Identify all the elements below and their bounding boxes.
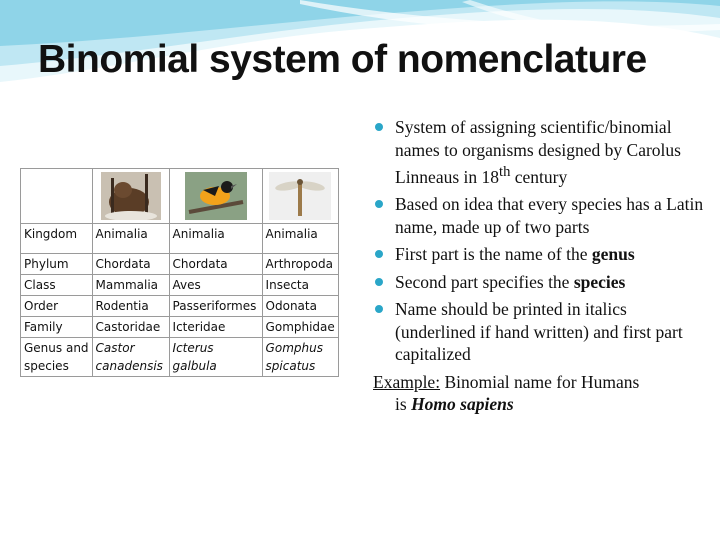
oriole-image — [185, 172, 247, 220]
rank-label — [21, 338, 93, 377]
rank-label: Class — [21, 275, 93, 296]
table-row — [21, 338, 339, 377]
table-row — [21, 296, 339, 317]
bullet-text: Name should be printed in italics (underlined if hand written) and first part capitalized — [395, 299, 683, 365]
bullet-text: First part is the name of the — [395, 244, 592, 265]
bullet-dot-icon — [375, 200, 383, 208]
table-cell: Rodentia — [92, 296, 169, 317]
classification-table — [20, 168, 339, 377]
list-item — [373, 298, 708, 366]
rank-label-line2: species — [24, 359, 69, 373]
list-item — [373, 193, 708, 238]
table-cell: Animalia — [92, 224, 169, 254]
beaver-image-cell — [92, 169, 169, 224]
superscript: th — [499, 164, 511, 180]
rank-label: Order — [21, 296, 93, 317]
species-name: spicatus — [265, 359, 316, 373]
list-item — [373, 116, 708, 188]
example-label: Example: — [373, 371, 441, 392]
rank-label: Phylum — [21, 254, 93, 275]
example-binomial-name: Homo sapiens — [411, 394, 514, 415]
bold-term: genus — [591, 244, 635, 265]
rank-label-line1: Genus and — [24, 341, 89, 355]
bullet-text-end: century — [510, 166, 568, 187]
table-cell: Arthropoda — [262, 254, 338, 275]
genus-name: Gomphus — [265, 341, 323, 355]
table-cell: Animalia — [262, 224, 338, 254]
example-text: Binomial name for Humans — [440, 371, 640, 392]
table-row — [21, 169, 339, 224]
list-item — [373, 243, 708, 266]
list-item — [373, 271, 708, 294]
table-corner-cell — [21, 169, 93, 224]
binomial-name-cell — [262, 338, 338, 377]
bullet-dot-icon — [375, 305, 383, 313]
rank-label: Family — [21, 317, 93, 338]
table-cell: Odonata — [262, 296, 338, 317]
binomial-name-cell — [92, 338, 169, 377]
table-cell: Aves — [169, 275, 262, 296]
bullet-text: Second part specifies the — [395, 271, 574, 292]
bullet-text: Based on idea that every species has a Latin name, made up of two parts — [395, 194, 704, 237]
rank-label: Kingdom — [21, 224, 93, 254]
binomial-name-cell — [169, 338, 262, 377]
bold-term: species — [573, 271, 626, 292]
table-cell: Castoridae — [92, 317, 169, 338]
beaver-image — [101, 172, 161, 220]
notes-panel — [373, 116, 708, 416]
bullet-dot-icon — [375, 123, 383, 131]
table-row — [21, 317, 339, 338]
dragonfly-image-cell — [262, 169, 338, 224]
species-name: galbula — [172, 359, 217, 373]
bullet-dot-icon — [375, 250, 383, 258]
oriole-image-cell — [169, 169, 262, 224]
page-title: Binomial system of nomenclature — [38, 38, 647, 81]
table-cell: Passeriformes — [169, 296, 262, 317]
table-cell: Mammalia — [92, 275, 169, 296]
bullet-text: System of assigning scientific/binomial names to organisms designed by Carolus Linneaus in 18 — [395, 117, 681, 187]
example-paragraph — [373, 371, 708, 416]
species-name: canadensis — [95, 359, 163, 373]
table-cell: Chordata — [92, 254, 169, 275]
example-is: is — [395, 394, 412, 415]
table-cell: Chordata — [169, 254, 262, 275]
table-cell: Insecta — [262, 275, 338, 296]
genus-name: Icterus — [172, 341, 214, 355]
table-row — [21, 275, 339, 296]
genus-name: Castor — [95, 341, 135, 355]
table-row — [21, 224, 339, 254]
example-line2 — [373, 393, 708, 416]
bullet-dot-icon — [375, 278, 383, 286]
table-row — [21, 254, 339, 275]
table-cell: Animalia — [169, 224, 262, 254]
table-cell: Icteridae — [169, 317, 262, 338]
dragonfly-image — [269, 172, 331, 220]
table-cell: Gomphidae — [262, 317, 338, 338]
bullet-list — [373, 116, 708, 366]
